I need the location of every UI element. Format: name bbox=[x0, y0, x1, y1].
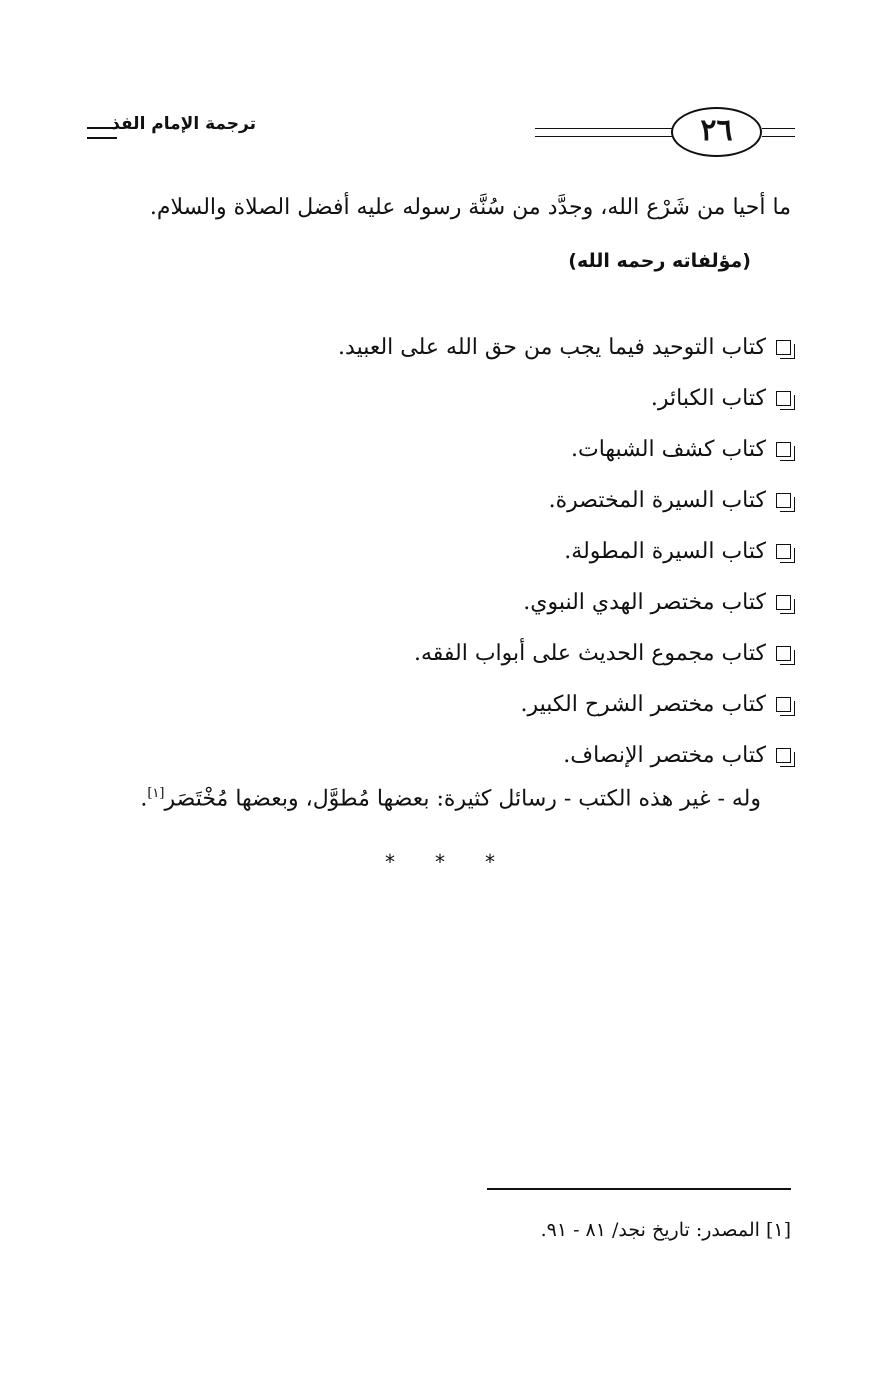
list-item bbox=[91, 424, 791, 475]
books-list bbox=[91, 322, 791, 781]
list-item bbox=[91, 730, 791, 781]
checkbox-bullet-icon bbox=[776, 442, 791, 457]
header-rule bbox=[535, 128, 673, 137]
checkbox-bullet-icon bbox=[776, 493, 791, 508]
separator-star-icon: * bbox=[385, 850, 395, 874]
checkbox-bullet-icon bbox=[776, 544, 791, 559]
book-title: كتاب مجموع الحديث على أبواب الفقه. bbox=[413, 640, 766, 666]
book-title: كتاب مختصر الشرح الكبير. bbox=[520, 691, 766, 717]
closing-paragraph bbox=[61, 776, 761, 817]
separator-star-icon: * bbox=[435, 850, 445, 874]
checkbox-bullet-icon bbox=[776, 595, 791, 610]
checkbox-bullet-icon bbox=[776, 391, 791, 406]
section-separator bbox=[385, 850, 495, 874]
footnote-reference: [١] bbox=[147, 786, 165, 801]
header-rule-short bbox=[762, 128, 795, 137]
book-title: كتاب السيرة المطولة. bbox=[564, 538, 766, 564]
book-title: كتاب التوحيد فيما يجب من حق الله على العبيد. bbox=[338, 334, 766, 360]
page-number: ٢٦ bbox=[671, 107, 762, 157]
footnote-rule bbox=[487, 1188, 791, 1190]
list-item bbox=[91, 526, 791, 577]
closing-text: وله - غير هذه الكتب - رسائل كثيرة: بعضها مُطوَّل، وبعضها مُخْتَصَر bbox=[164, 786, 761, 812]
list-item bbox=[91, 373, 791, 424]
intro-paragraph: ما أحيا من شَرْع الله، وجدَّد من سُنَّة رسوله عليه أفضل الصلاة والسلام. bbox=[149, 195, 791, 220]
checkbox-bullet-icon bbox=[776, 646, 791, 661]
book-title: كتاب كشف الشبهات. bbox=[570, 436, 766, 462]
list-item bbox=[91, 577, 791, 628]
closing-period: . bbox=[140, 786, 148, 812]
checkbox-bullet-icon bbox=[776, 748, 791, 763]
book-title: كتاب السيرة المختصرة. bbox=[548, 487, 766, 513]
book-title: كتاب مختصر الهدي النبوي. bbox=[523, 589, 766, 615]
separator-star-icon: * bbox=[485, 850, 495, 874]
footnote: [١] المصدر: تاريخ نجد/ ٨١ - ٩١. bbox=[540, 1219, 791, 1241]
list-item bbox=[91, 322, 791, 373]
list-item bbox=[91, 628, 791, 679]
running-title: ترجمة الإمام الفذ bbox=[111, 114, 256, 134]
book-title: كتاب الكبائر. bbox=[650, 385, 766, 411]
checkbox-bullet-icon bbox=[776, 340, 791, 355]
section-heading: (مؤلفاته رحمه الله) bbox=[568, 250, 751, 272]
checkbox-bullet-icon bbox=[776, 697, 791, 712]
list-item bbox=[91, 475, 791, 526]
list-item bbox=[91, 679, 791, 730]
book-title: كتاب مختصر الإنصاف. bbox=[563, 742, 766, 768]
